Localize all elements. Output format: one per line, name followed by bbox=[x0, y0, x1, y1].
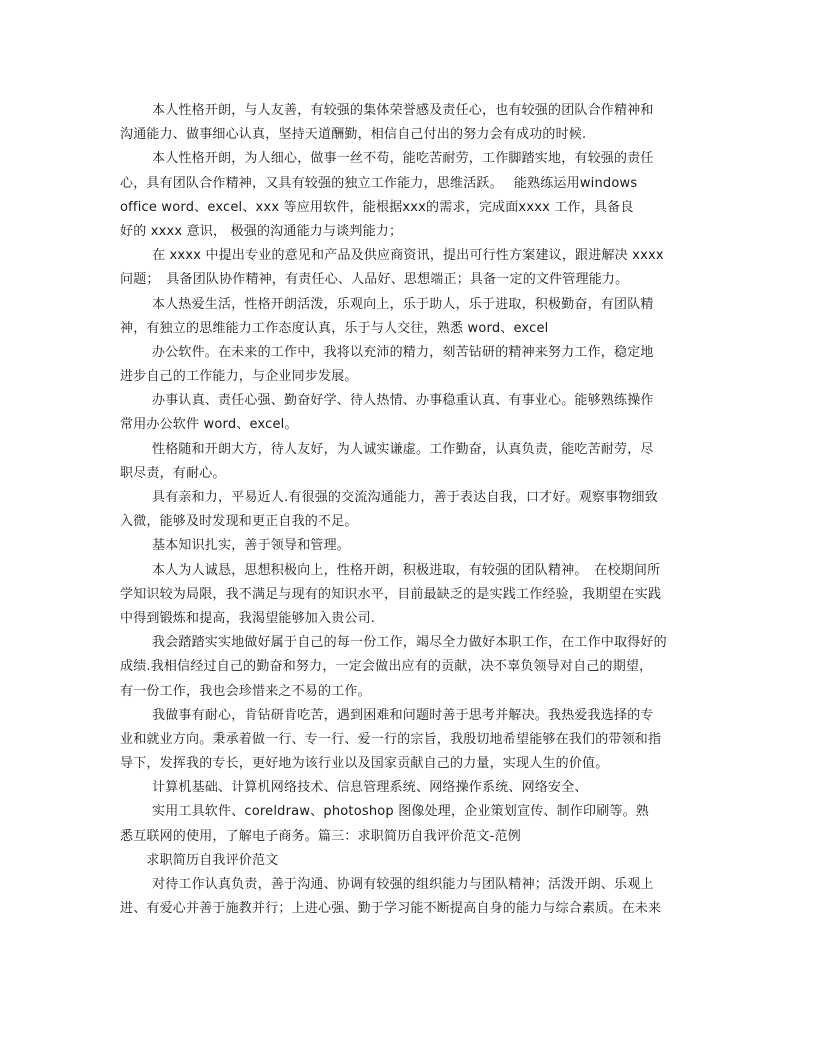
text-line: 入微，能够及时发现和更正自我的不足。 bbox=[120, 514, 358, 530]
text-line: 基本知识扎实，善于领导和管理。 bbox=[152, 538, 351, 554]
text-line: 具有亲和力，平易近人.有很强的交流沟通能力，善于表达自我，口才好。观察事物细致 bbox=[152, 490, 658, 505]
text-line: 办公软件。在未来的工作中，我将以充沛的精力，刻苦钻研的精神来努力工作，稳定地 bbox=[152, 344, 654, 360]
text-line: 在 xxxx 中提出专业的意见和产品及供应商资讯，提出可行性方案建议，跟进解决 xxxx bbox=[152, 248, 664, 264]
text-line: 本人性格开朗，与人友善，有较强的集体荣誉感及责任心，也有较强的团队合作精神和 bbox=[152, 103, 654, 118]
text-line: 成绩.我相信经过自己的勤奋和努力，一定会做出应有的贡献，决不辜负领导对自己的期望， bbox=[120, 659, 653, 675]
text-line: office word、excel、xxx 等应用软件，能根据xxx的需求，完成面xxxx 工作，具备良 bbox=[120, 199, 634, 215]
text-line: 悉互联网的使用，了解电子商务。篇三：求职简历自我评价范文-范例 bbox=[120, 828, 521, 844]
text-line: 进步自己的工作能力，与企业同步发展。 bbox=[120, 369, 358, 385]
text-line: 性格随和开朗大方，待人友好，为人诚实谦虚。工作勤奋，认真负责，能吃苦耐劳，尽 bbox=[152, 441, 654, 457]
text-line: 业和就业方向。秉承着做一行、专一行、爱一行的宗旨，我殷切地希望能够在我们的带领和指 bbox=[120, 731, 662, 747]
text-line: 本人性格开朗，为人细心，做事一丝不苟，能吃苦耐劳，工作脚踏实地，有较强的责任 bbox=[152, 151, 654, 167]
text-line: 好的 xxxx 意识， 极强的沟通能力与谈判能力； bbox=[120, 223, 403, 239]
text-line: 办事认真、责任心强、勤奋好学、待人热情、办事稳重认真、有事业心。能够熟练操作 bbox=[152, 393, 654, 409]
document-page bbox=[120, 99, 700, 921]
text-line: 有一份工作，我也会珍惜来之不易的工作。 bbox=[120, 683, 371, 699]
text-line: 对待工作认真负责，善于沟通、协调有较强的组织能力与团队精神；活泼开朗、乐观上 bbox=[152, 877, 654, 892]
text-line: 沟通能力、做事细心认真，坚持天道酬勤，相信自己付出的努力会有成功的时候. bbox=[120, 127, 587, 143]
text-line: 进、有爱心并善于施教并行；上进心强、勤于学习能不断提高自身的能力与综合素质。在未来 bbox=[120, 901, 662, 917]
text-line: 我会踏踏实实地做好属于自己的每一份工作，竭尽全力做好本职工作，在工作中取得好的 bbox=[152, 635, 667, 651]
text-line: 中得到锻炼和提高，我渴望能够加入贵公司. bbox=[120, 610, 376, 626]
text-line: 职尽责，有耐心。 bbox=[120, 465, 226, 481]
text-line: 常用办公软件 word、excel。 bbox=[120, 417, 298, 433]
text-line: 问题； 具备团队协作精神，有责任心、人品好、思想端正；具备一定的文件管理能力。 bbox=[120, 272, 629, 288]
text-line: 神，有独立的思维能力工作态度认真，乐于与人交往，熟悉 word、excel bbox=[120, 320, 549, 336]
text-line: 计算机基础、计算机网络技术、信息管理系统、网络操作系统、网络安全、 bbox=[152, 780, 588, 796]
text-line: 导下，发挥我的专长，更好地为该行业以及国家贡献自己的力量，实现人生的价值。 bbox=[120, 756, 609, 772]
text-line: 我做事有耐心，肯钻研肯吃苦，遇到困难和问题时善于思考并解决。我热爱我选择的专 bbox=[152, 707, 654, 723]
text-line: 学知识较为局限，我不满足与现有的知识水平，目前最缺乏的是实践工作经验，我期望在实践 bbox=[120, 586, 662, 602]
text-line: 本人为人诚恳，思想积极向上，性格开朗，积极进取，有较强的团队精神。 在校期间所 bbox=[152, 562, 661, 578]
text-line: 求职简历自我评价范文 bbox=[120, 852, 279, 868]
text-line: 实用工具软件、coreldraw、photoshop 图像处理，企业策划宣传、制作印刷等。熟 bbox=[152, 804, 650, 820]
text-line: 心，具有团队合作精神，又具有较强的独立工作能力，思维活跃。 能熟练运用windows bbox=[120, 175, 638, 191]
text-line: 本人热爱生活，性格开朗活泼，乐观向上，乐于助人，乐于进取，积极勤奋，有团队精 bbox=[152, 296, 654, 312]
